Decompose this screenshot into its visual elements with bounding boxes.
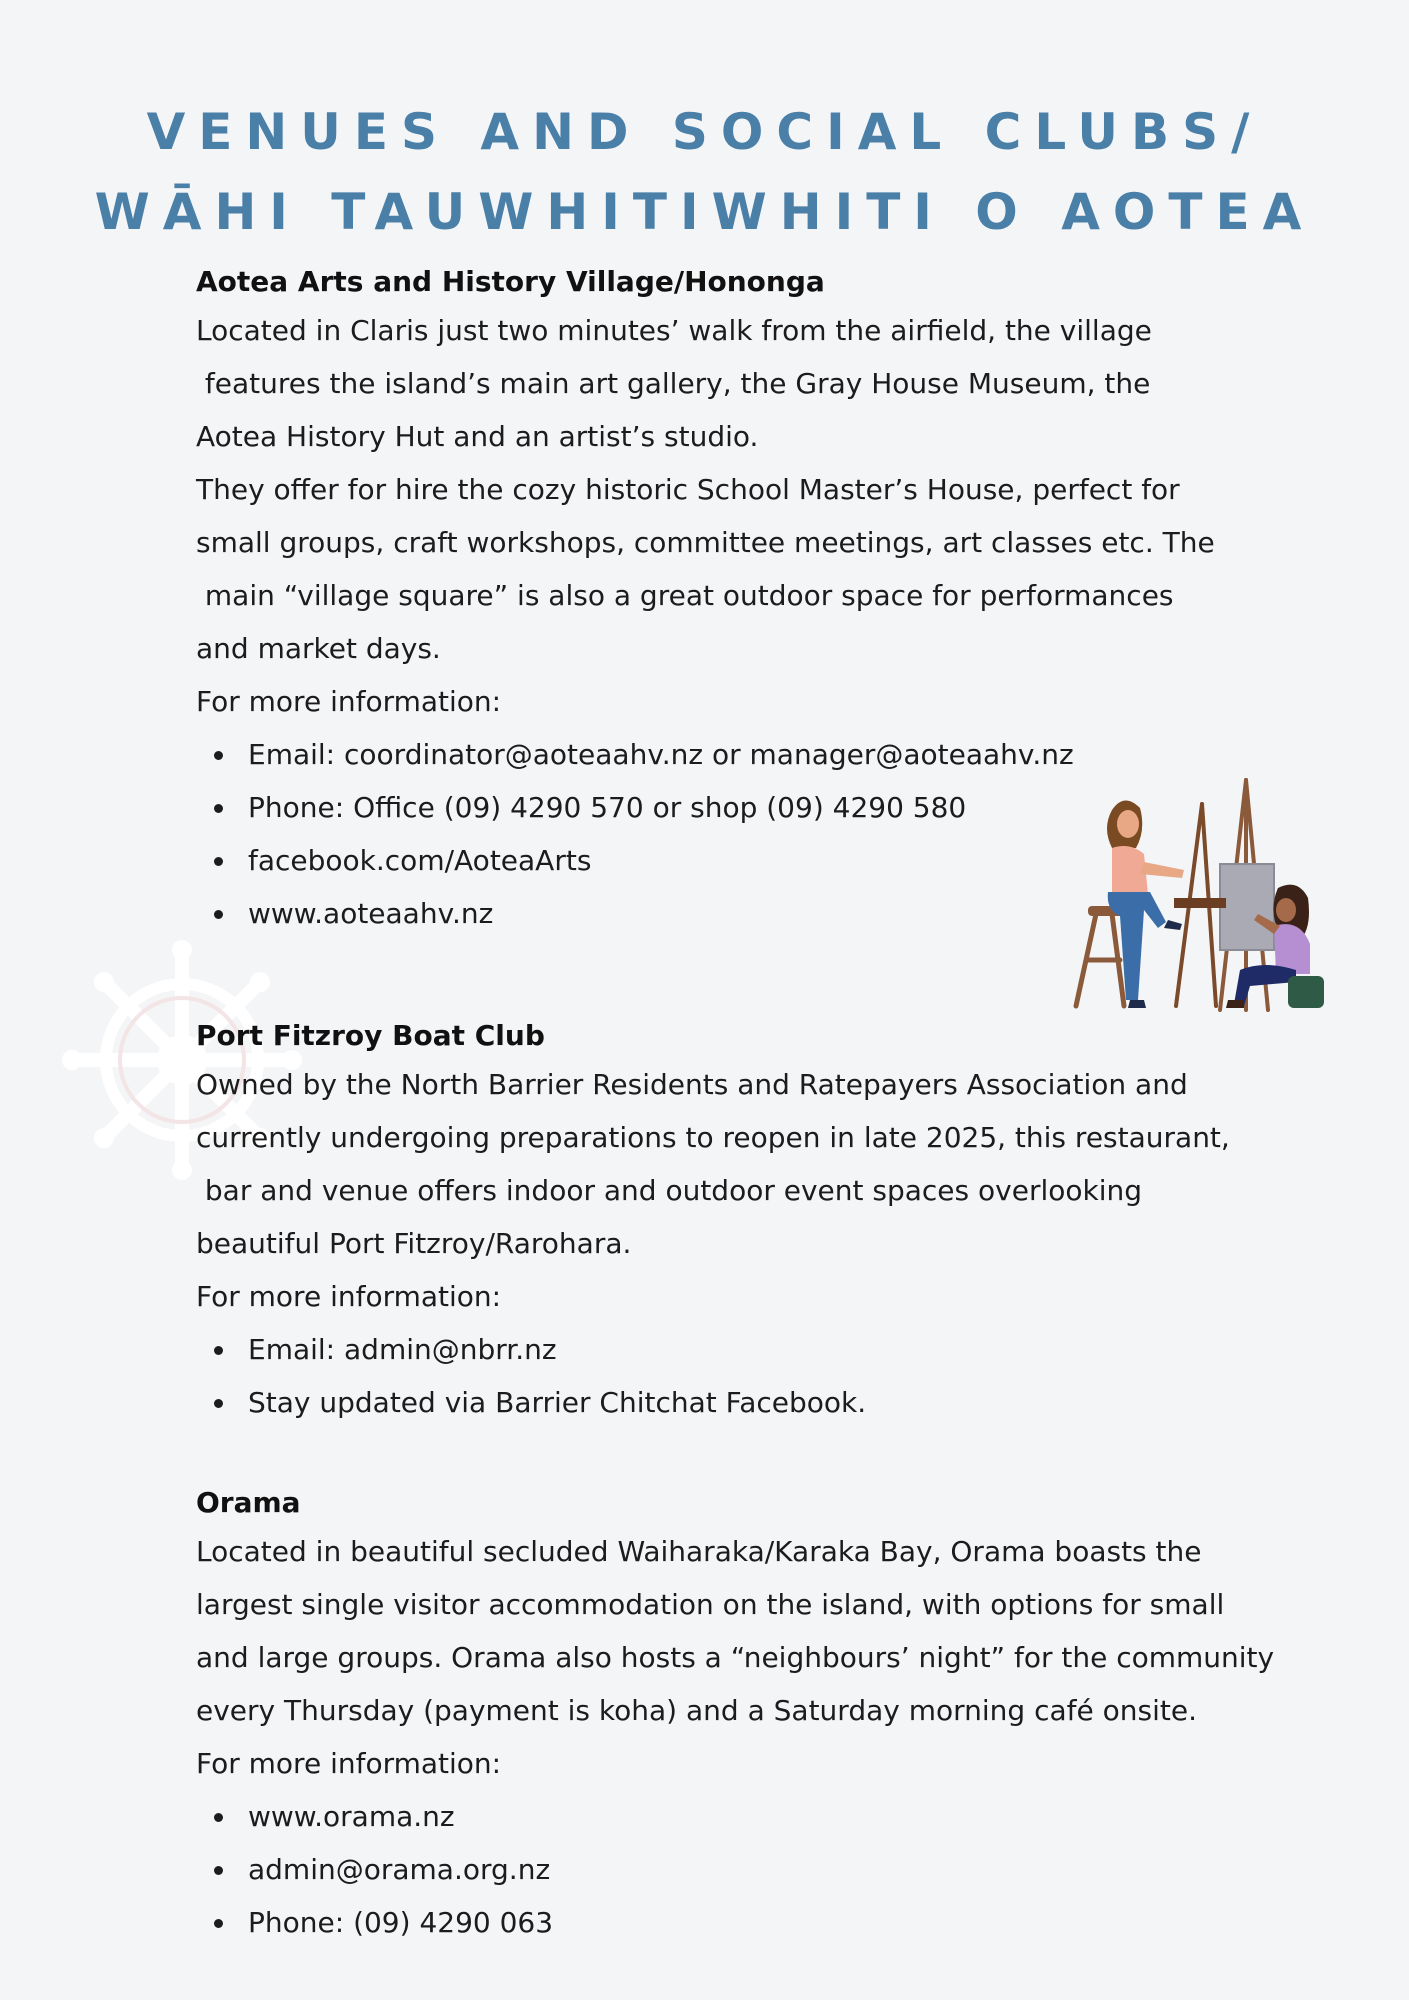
facebook-link[interactable]: facebook.com/AoteaArts xyxy=(248,834,1366,887)
section-paragraph: They offer for hire the cozy historic School Master’s House, perfect for small groups, craft workshops, committee meetings, art classes etc. The main “village square” is also a great outdoor space for performances and market days. xyxy=(196,473,1215,665)
section-aotea-arts xyxy=(196,260,1366,940)
section-heading: Aotea Arts and History Village/Hononga xyxy=(196,265,825,298)
section-orama xyxy=(196,1481,1366,1949)
more-info-label: For more information: xyxy=(196,685,502,718)
section-port-fitzroy xyxy=(196,1014,1366,1429)
page-title-line-2: WĀHI TAUWHITIWHITI O AOTEA xyxy=(94,183,1315,241)
contact-list xyxy=(196,728,1366,940)
contact-phone: Phone: Office (09) 4290 570 or shop (09) 4290 580 xyxy=(248,781,1366,834)
more-info-label: For more information: xyxy=(196,1747,502,1780)
section-heading: Orama xyxy=(196,1486,301,1519)
page-title-line-1: VENUES AND SOCIAL CLUBS/ xyxy=(146,103,1263,161)
contact-list xyxy=(196,1323,1366,1429)
section-paragraph: Located in Claris just two minutes’ walk from the airfield, the village features the island’s main art gallery, the Gray House Museum, the Aotea History Hut and an artist’s studio. xyxy=(196,314,1152,453)
contact-list xyxy=(196,1790,1366,1949)
section-paragraph: Located in beautiful secluded Waiharaka/Karaka Bay, Orama boasts the largest single visitor accommodation on the island, with options for small and large groups. Orama also hosts a “neighbours’ night” for the community every Thursday (payment is koha) and a Saturday morning café onsite. xyxy=(196,1535,1275,1727)
more-info-label: For more information: xyxy=(196,1280,502,1313)
website-link[interactable]: www.aoteaahv.nz xyxy=(248,887,1366,940)
contact-phone: Phone: (09) 4290 063 xyxy=(248,1896,1366,1949)
contact-email[interactable]: admin@orama.org.nz xyxy=(248,1843,1366,1896)
facebook-note: Stay updated via Barrier Chitchat Facebook. xyxy=(248,1376,1366,1429)
contact-email[interactable]: Email: admin@nbrr.nz xyxy=(248,1323,1366,1376)
section-paragraph: Owned by the North Barrier Residents and Ratepayers Association and currently undergoing preparations to reopen in late 2025, this restaurant, bar and venue offers indoor and outdoor event spaces overlooking beautiful Port Fitzroy/Rarohara. xyxy=(196,1068,1230,1260)
section-heading: Port Fitzroy Boat Club xyxy=(196,1019,545,1052)
website-link[interactable]: www.orama.nz xyxy=(248,1790,1366,1843)
content xyxy=(196,260,1366,1949)
contact-email[interactable]: Email: coordinator@aoteaahv.nz or manager@aoteaahv.nz xyxy=(248,728,1366,781)
